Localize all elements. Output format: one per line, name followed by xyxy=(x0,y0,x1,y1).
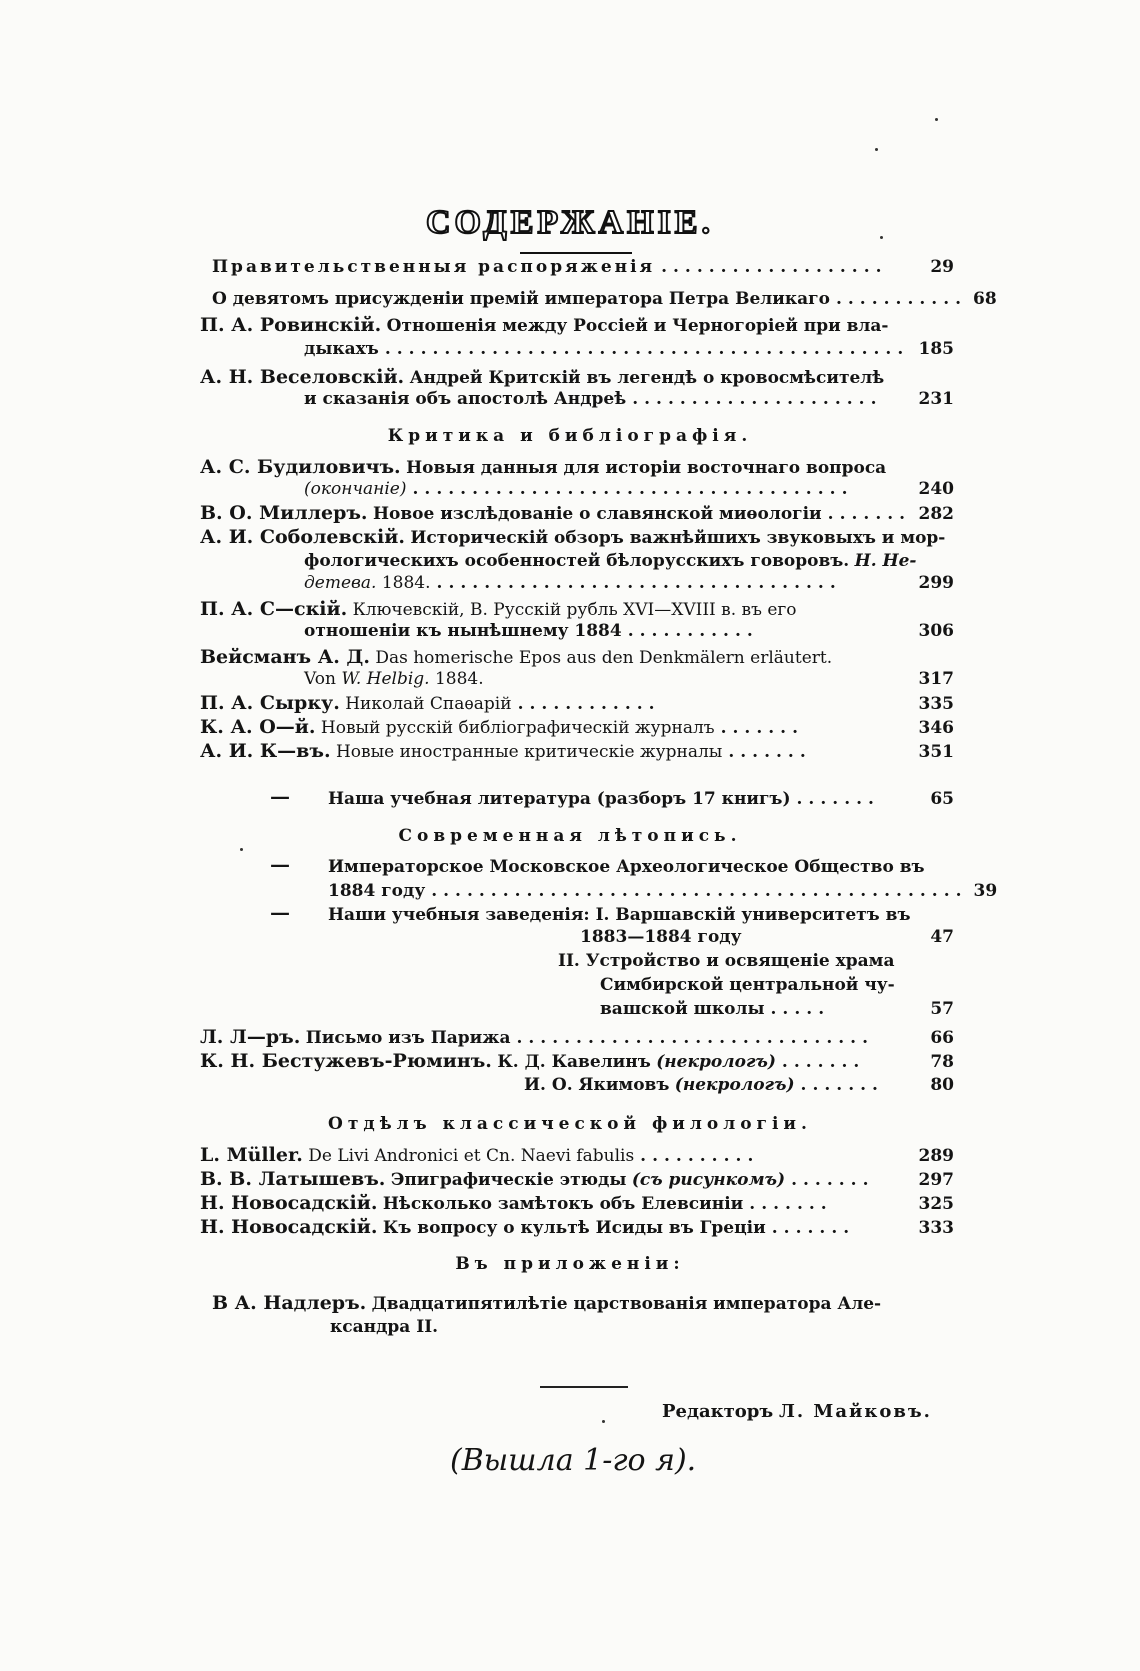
entry-author: К. А. О—й. xyxy=(200,716,316,738)
dot-leader: ..... xyxy=(770,999,831,1019)
entry-text: (окончаніе) xyxy=(304,479,407,499)
dot-leader: ........... xyxy=(835,289,968,309)
toc-entry[interactable] xyxy=(200,740,954,763)
page-number: 29 xyxy=(930,257,954,277)
entry-text: дыкахъ xyxy=(304,339,379,359)
page-number: 299 xyxy=(918,573,954,593)
entry-author: Н. Новосадскій. xyxy=(200,1192,378,1214)
toc-entry[interactable] xyxy=(200,526,945,549)
entry-author: П. А. Сырку. xyxy=(200,692,340,714)
toc-entry[interactable] xyxy=(212,288,997,310)
toc-entry[interactable] xyxy=(524,1074,954,1096)
toc-entry-cont[interactable] xyxy=(304,550,916,572)
entry-author: А. С. Будиловичъ. xyxy=(200,456,401,478)
entry-text: Von xyxy=(304,669,336,689)
dot-leader: ....... xyxy=(791,1170,875,1190)
entry-author: В А. Надлеръ. xyxy=(212,1292,367,1314)
entry-author: Н. Новосадскій. xyxy=(200,1216,378,1238)
page-number: 282 xyxy=(918,504,954,524)
toc-entry[interactable]: Императорское Московское Археологическое Общество въ xyxy=(328,857,925,877)
toc-entry[interactable] xyxy=(200,502,954,525)
toc-entry[interactable] xyxy=(200,1050,954,1073)
scan-speck xyxy=(602,1420,605,1423)
toc-entry-cont[interactable] xyxy=(304,338,954,360)
entry-text: О девятомъ присужденіи премій императора Петра Великаго xyxy=(212,289,830,309)
entry-text: 1883—1884 году xyxy=(580,927,742,947)
entry-text-italic: (некрологъ) xyxy=(674,1075,795,1095)
entry-text: Новый русскій библіографическій журналъ xyxy=(320,718,715,738)
toc-entry[interactable]: Наши учебныя заведенія: I. Варшавскій университетъ въ xyxy=(328,905,911,925)
scan-speck xyxy=(880,236,883,239)
toc-entry[interactable] xyxy=(200,646,832,669)
scan-speck xyxy=(240,848,243,851)
toc-entry-cont[interactable] xyxy=(304,478,954,500)
section-heading-chronicle: Современная лѣтопись. xyxy=(398,826,742,846)
dot-leader: ................... xyxy=(661,257,888,277)
page-number: 325 xyxy=(918,1194,954,1214)
entry-text-italic: (некрологъ) xyxy=(656,1052,776,1072)
entry-text: Наша учебная литература (разборъ 17 книгъ) xyxy=(328,789,791,809)
page-number: 65 xyxy=(930,789,954,809)
page-number: 66 xyxy=(930,1028,954,1048)
entry-text: К. Д. Кавелинъ xyxy=(497,1052,651,1072)
page-number: 289 xyxy=(918,1146,954,1166)
editor-label: Редакторъ xyxy=(662,1401,774,1422)
section-heading-classical: Отдѣлъ классической филологіи. xyxy=(328,1114,812,1134)
dot-leader: ............................................ xyxy=(384,339,910,359)
entry-text: Эпиграфическіе этюды xyxy=(390,1170,627,1190)
entry-text: отношеніи къ нынѣшнему 1884 xyxy=(304,621,622,641)
toc-entry[interactable] xyxy=(200,1216,954,1239)
page-number: 351 xyxy=(918,742,954,762)
title-divider xyxy=(520,252,632,254)
toc-entry-cont[interactable] xyxy=(304,668,954,690)
toc-entry[interactable] xyxy=(328,788,954,810)
dot-leader: ....... xyxy=(800,1075,884,1095)
page-number: 231 xyxy=(918,389,954,409)
toc-entry-gov[interactable] xyxy=(212,256,954,278)
page-number: 240 xyxy=(918,479,954,499)
toc-entry-cont[interactable] xyxy=(304,620,954,642)
page-number: 68 xyxy=(973,289,997,309)
toc-entry[interactable] xyxy=(200,598,797,621)
page-number: 47 xyxy=(930,927,954,947)
entry-author: В. В. Латышевъ. xyxy=(200,1168,386,1190)
page-number: 306 xyxy=(918,621,954,641)
entry-text: Новое изслѣдованіе о славянской миѳологіи xyxy=(372,504,822,524)
toc-entry[interactable] xyxy=(200,1168,954,1191)
appendix-entry[interactable] xyxy=(212,1292,881,1315)
entry-text: 1884 году xyxy=(328,881,426,901)
signature-divider xyxy=(540,1386,628,1388)
toc-entry-cont[interactable] xyxy=(304,388,954,410)
entry-text: Нѣсколько замѣтокъ объ Елевсиніи xyxy=(382,1194,744,1214)
dot-leader: ............................................. xyxy=(431,881,968,901)
entry-text: Ключевскій, В. Русскій рубль XVI—XVIII в. въ его xyxy=(352,600,797,620)
page-number: 335 xyxy=(918,694,954,714)
entry-text: Новыя данныя для исторіи восточнаго вопроса xyxy=(406,458,887,478)
dot-leader: ....... xyxy=(827,504,912,524)
dot-leader: ....... xyxy=(728,742,812,762)
dot-leader: ..................................... xyxy=(412,479,854,499)
toc-entry[interactable] xyxy=(200,1026,954,1049)
toc-entry[interactable] xyxy=(200,1192,954,1215)
page-number: 80 xyxy=(930,1075,954,1095)
page-number: 78 xyxy=(930,1052,954,1072)
page-number: 185 xyxy=(918,339,954,359)
entry-author: Л. Л—ръ. xyxy=(200,1026,301,1048)
dot-leader: ....... xyxy=(796,789,880,809)
dot-leader: ....... xyxy=(771,1218,856,1238)
entry-text: вашской школы xyxy=(600,999,765,1019)
entry-text: Историческій обзоръ важнѣйшихъ звуковыхъ и мор- xyxy=(410,528,946,548)
toc-entry-cont[interactable] xyxy=(328,880,998,902)
toc-entry[interactable]: II. Устройство и освященіе храма xyxy=(558,951,895,971)
toc-entry-cont: Симбирской центральной чу- xyxy=(600,975,895,995)
toc-entry[interactable] xyxy=(200,314,888,337)
entry-text: Das homerische Epos aus den Denkmälern erläutert. xyxy=(375,648,833,668)
em-dash: — xyxy=(270,784,290,808)
entry-author: К. Н. Бестужевъ-Рюминъ. xyxy=(200,1050,492,1072)
toc-entry-cont[interactable] xyxy=(304,572,954,594)
entry-text: De Livi Andronici et Cn. Naevi fabulis xyxy=(308,1146,635,1166)
page-number: 333 xyxy=(918,1218,954,1238)
entry-text-italic: детева. xyxy=(304,573,377,593)
entry-text: Письмо изъ Парижа xyxy=(305,1028,511,1048)
editor-line xyxy=(662,1401,932,1422)
entry-author: Вейсманъ А. Д. xyxy=(200,646,370,668)
em-dash: — xyxy=(270,900,290,924)
em-dash: — xyxy=(270,852,290,876)
toc-entry[interactable] xyxy=(200,716,954,739)
entry-author: А. И. К—въ. xyxy=(200,740,331,762)
entry-author: L. Müller. xyxy=(200,1144,303,1166)
dot-leader: ....... xyxy=(781,1052,866,1072)
toc-entry-cont[interactable] xyxy=(580,926,954,948)
entry-author: П. А. Ровинскій. xyxy=(200,314,382,336)
entry-text: фологическихъ особенностей бѣлорусскихъ говоровъ. xyxy=(304,551,850,571)
toc-entry[interactable] xyxy=(200,1144,954,1167)
entry-year: 1884. xyxy=(381,573,431,593)
dot-leader: .......... xyxy=(640,1146,760,1166)
entry-author: А. И. Соболевскій. xyxy=(200,526,405,548)
entry-text: Андрей Критскій въ легендѣ о кровосмѣсителѣ xyxy=(409,368,885,388)
section-heading-critique: Критика и библіографія. xyxy=(387,426,753,446)
appendix-entry-cont: ксандра II. xyxy=(330,1317,439,1337)
dot-leader: ..................... xyxy=(632,389,883,409)
dot-leader: ............ xyxy=(517,694,661,714)
handwritten-note: (Вышла 1-го я). xyxy=(450,1443,697,1478)
dot-leader: .................................. xyxy=(436,573,842,593)
dot-leader: ....... xyxy=(749,1194,833,1214)
page-number: 57 xyxy=(930,999,954,1019)
toc-entry[interactable] xyxy=(200,366,884,389)
entry-text-italic: W. Helbig. xyxy=(341,669,430,689)
entry-text: И. О. Якимовъ xyxy=(524,1075,670,1095)
entry-text: Къ вопросу о культѣ Исиды въ Греціи xyxy=(382,1218,766,1238)
editor-name: Л. Майковъ. xyxy=(778,1401,932,1422)
section-gov-label: Правительственныя распоряженія xyxy=(212,257,656,277)
entry-text-italic: Н. Не- xyxy=(854,551,917,571)
entry-text: Николай Спаѳарій xyxy=(345,694,512,714)
toc-entry[interactable] xyxy=(200,456,886,479)
page-number: 297 xyxy=(918,1170,954,1190)
scan-speck xyxy=(875,148,878,151)
page-number: 39 xyxy=(973,881,998,901)
dot-leader: .............................. xyxy=(516,1028,875,1048)
toc-entry-cont[interactable] xyxy=(600,998,954,1020)
dot-leader: ....... xyxy=(720,718,805,738)
entry-text: и сказанія объ апостолѣ Андреѣ xyxy=(304,389,627,409)
toc-entry[interactable] xyxy=(200,692,954,715)
entry-text-italic: (съ рисункомъ) xyxy=(631,1170,786,1190)
page-number: 346 xyxy=(918,718,954,738)
entry-text: Отношенія между Россіей и Черногоріей при вла- xyxy=(386,316,889,336)
entry-text: Двадцатипятилѣтіе царствованія императора Але- xyxy=(371,1294,882,1314)
scan-speck xyxy=(935,118,938,121)
entry-author: А. Н. Веселовскій. xyxy=(200,366,405,388)
page-number: 317 xyxy=(918,669,954,689)
section-heading-appendix: Въ приложеніи: xyxy=(455,1254,685,1274)
dot-leader: ........... xyxy=(627,621,759,641)
entry-text: Новые иностранные критическіе журналы xyxy=(335,742,723,762)
entry-author: В. О. Миллеръ. xyxy=(200,502,368,524)
page-title: СОДЕРЖАНІЕ. xyxy=(426,204,714,241)
entry-year: 1884. xyxy=(434,669,484,689)
entry-author: П. А. С—скій. xyxy=(200,598,348,620)
